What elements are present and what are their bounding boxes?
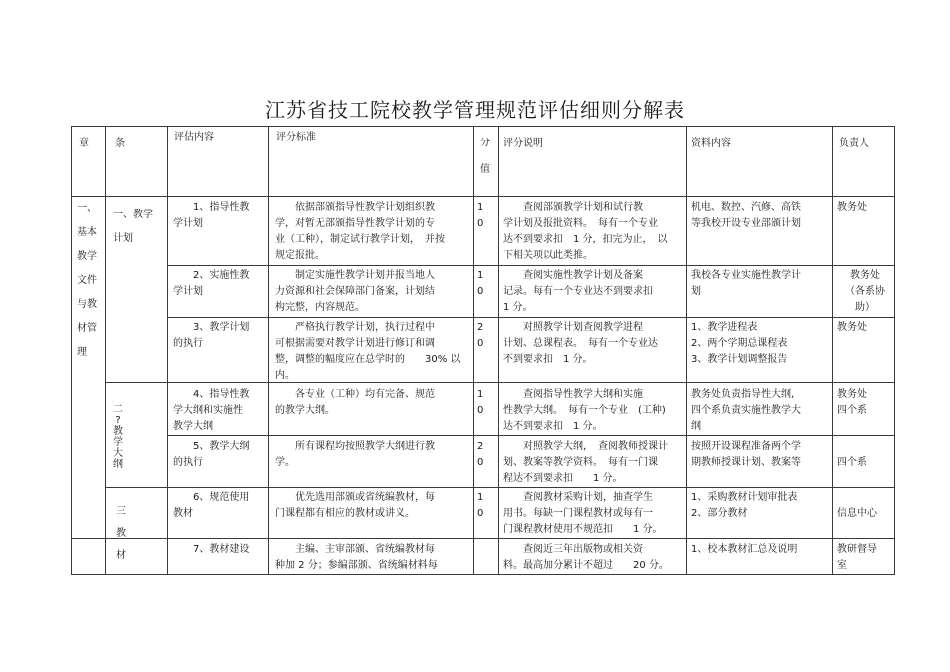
- row2-score: 1 0: [477, 270, 484, 297]
- col-divider: [167, 126, 168, 575]
- evaluation-table: [71, 126, 895, 575]
- row4-standard: 各专业（工种）均有完备、规范 的教学大纲。: [275, 389, 435, 416]
- row1-materials: 机电、数控、汽修、高铁 等我校开设专业部颁计划: [691, 202, 801, 229]
- header-article: 条: [115, 138, 125, 149]
- row7-content: 7、教材建设: [173, 544, 250, 555]
- header-score: 分 值: [480, 138, 490, 174]
- row6-explain: 查阅教材采购计划，抽查学生 用书。每缺一门课程教材或每有一 门课程教材使用不规范扣 1 分。: [503, 492, 663, 535]
- row4-score: 1 0: [477, 389, 484, 416]
- row2-explain: 查阅实施性教学计划及备案 记录。每有一个专业达不到要求扣 1 分。: [503, 270, 653, 313]
- chapter-label: 一、 基本 教学 文件 与教 材管 理: [77, 203, 97, 358]
- row2-standard: 制定实施性教学计划并报当地人 力资源和社会保障部门备案，计划结 构完整，内容规范。: [275, 270, 435, 313]
- row3-content: 3、教学计划 的执行: [173, 322, 250, 349]
- row4-owner: 教务处 四个系: [837, 389, 867, 416]
- row7-explain: 查阅近三年出版物或相关资 料。最高加分累计不超过 20 分。: [503, 544, 669, 571]
- row4-materials: 教务处负责指导性大纲, 四个系负责实施性教学大 纲: [691, 389, 801, 432]
- row5-score: 2 0: [477, 441, 484, 468]
- col-divider: [832, 126, 833, 575]
- row-divider: [105, 382, 895, 383]
- col-divider: [473, 126, 474, 575]
- row2-materials: 我校各专业实施性教学计 划: [691, 270, 801, 297]
- row2-owner: 教务处 （各系协 助）: [845, 270, 885, 313]
- row6-standard: 优先选用部颁或省统编教材，每 门课程都有相应的教材或讲义。: [275, 492, 435, 519]
- row1-standard: 依据部颁指导性教学计划组织教 学，对暂无部颁指导性教学计划的专 业（工种），制定试行教学计划， 并按 规定报批。: [275, 202, 445, 261]
- row7-materials: 1、校本教材汇总及说明: [691, 544, 798, 555]
- row-divider: [167, 265, 895, 266]
- article-textbook: 三 教 材: [116, 506, 126, 561]
- header-explain: 评分说明: [503, 138, 543, 149]
- row-divider: [71, 538, 895, 539]
- row4-content: 4、指导性教 学大纲和实施性 教学大纲: [173, 389, 250, 432]
- col-divider: [686, 126, 687, 575]
- table-border-bottom: [71, 574, 895, 575]
- row-divider: [105, 487, 895, 488]
- row5-materials: 按照开设课程准备两个学 期教师授课计划、教案等: [691, 441, 801, 468]
- row1-content: 1、指导性教 学计划: [173, 202, 250, 229]
- col-divider: [498, 126, 499, 575]
- row3-materials: 1、教学进程表 2、两个学期总课程表 3、教学计划调整报告: [691, 322, 788, 365]
- row6-score: 1 0: [477, 492, 484, 519]
- table-border-left: [71, 126, 72, 575]
- row1-explain: 查阅部颁教学计划和试行教 学计划及报批资料。 每有一个专业 达不到要求扣 1 分，扣完为止， 以 下相关项以此类推。: [503, 202, 668, 261]
- row5-standard: 所有课程均按照教学大纲进行教 学。: [275, 441, 435, 468]
- row7-owner: 教研督导 室: [837, 544, 877, 571]
- row3-explain: 对照教学计划查阅教学进程 计划、总课程表。 每有一个专业达 不到要求扣 1 分。: [503, 322, 658, 365]
- header-owner: 负责人: [839, 138, 869, 149]
- header-standard: 评分标准: [276, 132, 316, 143]
- row1-score: 1 0: [477, 202, 484, 229]
- row-divider: [167, 317, 895, 318]
- article-teaching-plan: 一、教学 计划: [113, 209, 153, 244]
- table-border-top: [71, 126, 895, 127]
- page-title: 江苏省技工院校教学管理规范评估细则分解表: [265, 98, 685, 122]
- row3-standard: 严格执行教学计划，执行过程中 可根据需要对教学计划进行修订和调 整，调整的幅度应在总学时的 30% 以 内。: [275, 322, 461, 381]
- header-materials: 资料内容: [691, 138, 731, 149]
- row5-content: 5、教学大纲 的执行: [173, 441, 250, 468]
- col-divider: [268, 126, 269, 575]
- header-divider: [71, 196, 895, 197]
- row6-materials: 1、采购教材计划审批表 2、部分教材: [691, 492, 798, 519]
- row4-explain: 查阅指导性教学大纲和实施 性教学大纲。 每有一个专业 (工种) 达不到要求扣 1 分。: [503, 389, 666, 432]
- header-content: 评估内容: [174, 132, 214, 143]
- row7-standard: 主编、主审部颁、省统编教材每 种加 2 分；参编部颁、省统编材料每: [275, 544, 438, 571]
- article-syllabus: 二 ? 教 学 大 纲: [113, 404, 123, 470]
- row-divider: [167, 435, 895, 436]
- row6-owner: 信息中心: [837, 508, 877, 519]
- header-chapter: 章: [79, 138, 89, 149]
- row2-content: 2、实施性教 学计划: [173, 270, 250, 297]
- row1-owner: 教务处: [837, 202, 867, 213]
- row6-content: 6、规范使用 教材: [173, 492, 250, 519]
- row5-owner: 四个系: [837, 457, 867, 468]
- row3-score: 2 0: [477, 322, 484, 349]
- table-border-right: [894, 126, 895, 575]
- row3-owner: 教务处: [837, 322, 867, 333]
- row5-explain: 对照教学大纲， 查阅教师授课计 划、教案等教学资料。 每有一门课 程达不到要求扣 1 分。: [503, 441, 668, 484]
